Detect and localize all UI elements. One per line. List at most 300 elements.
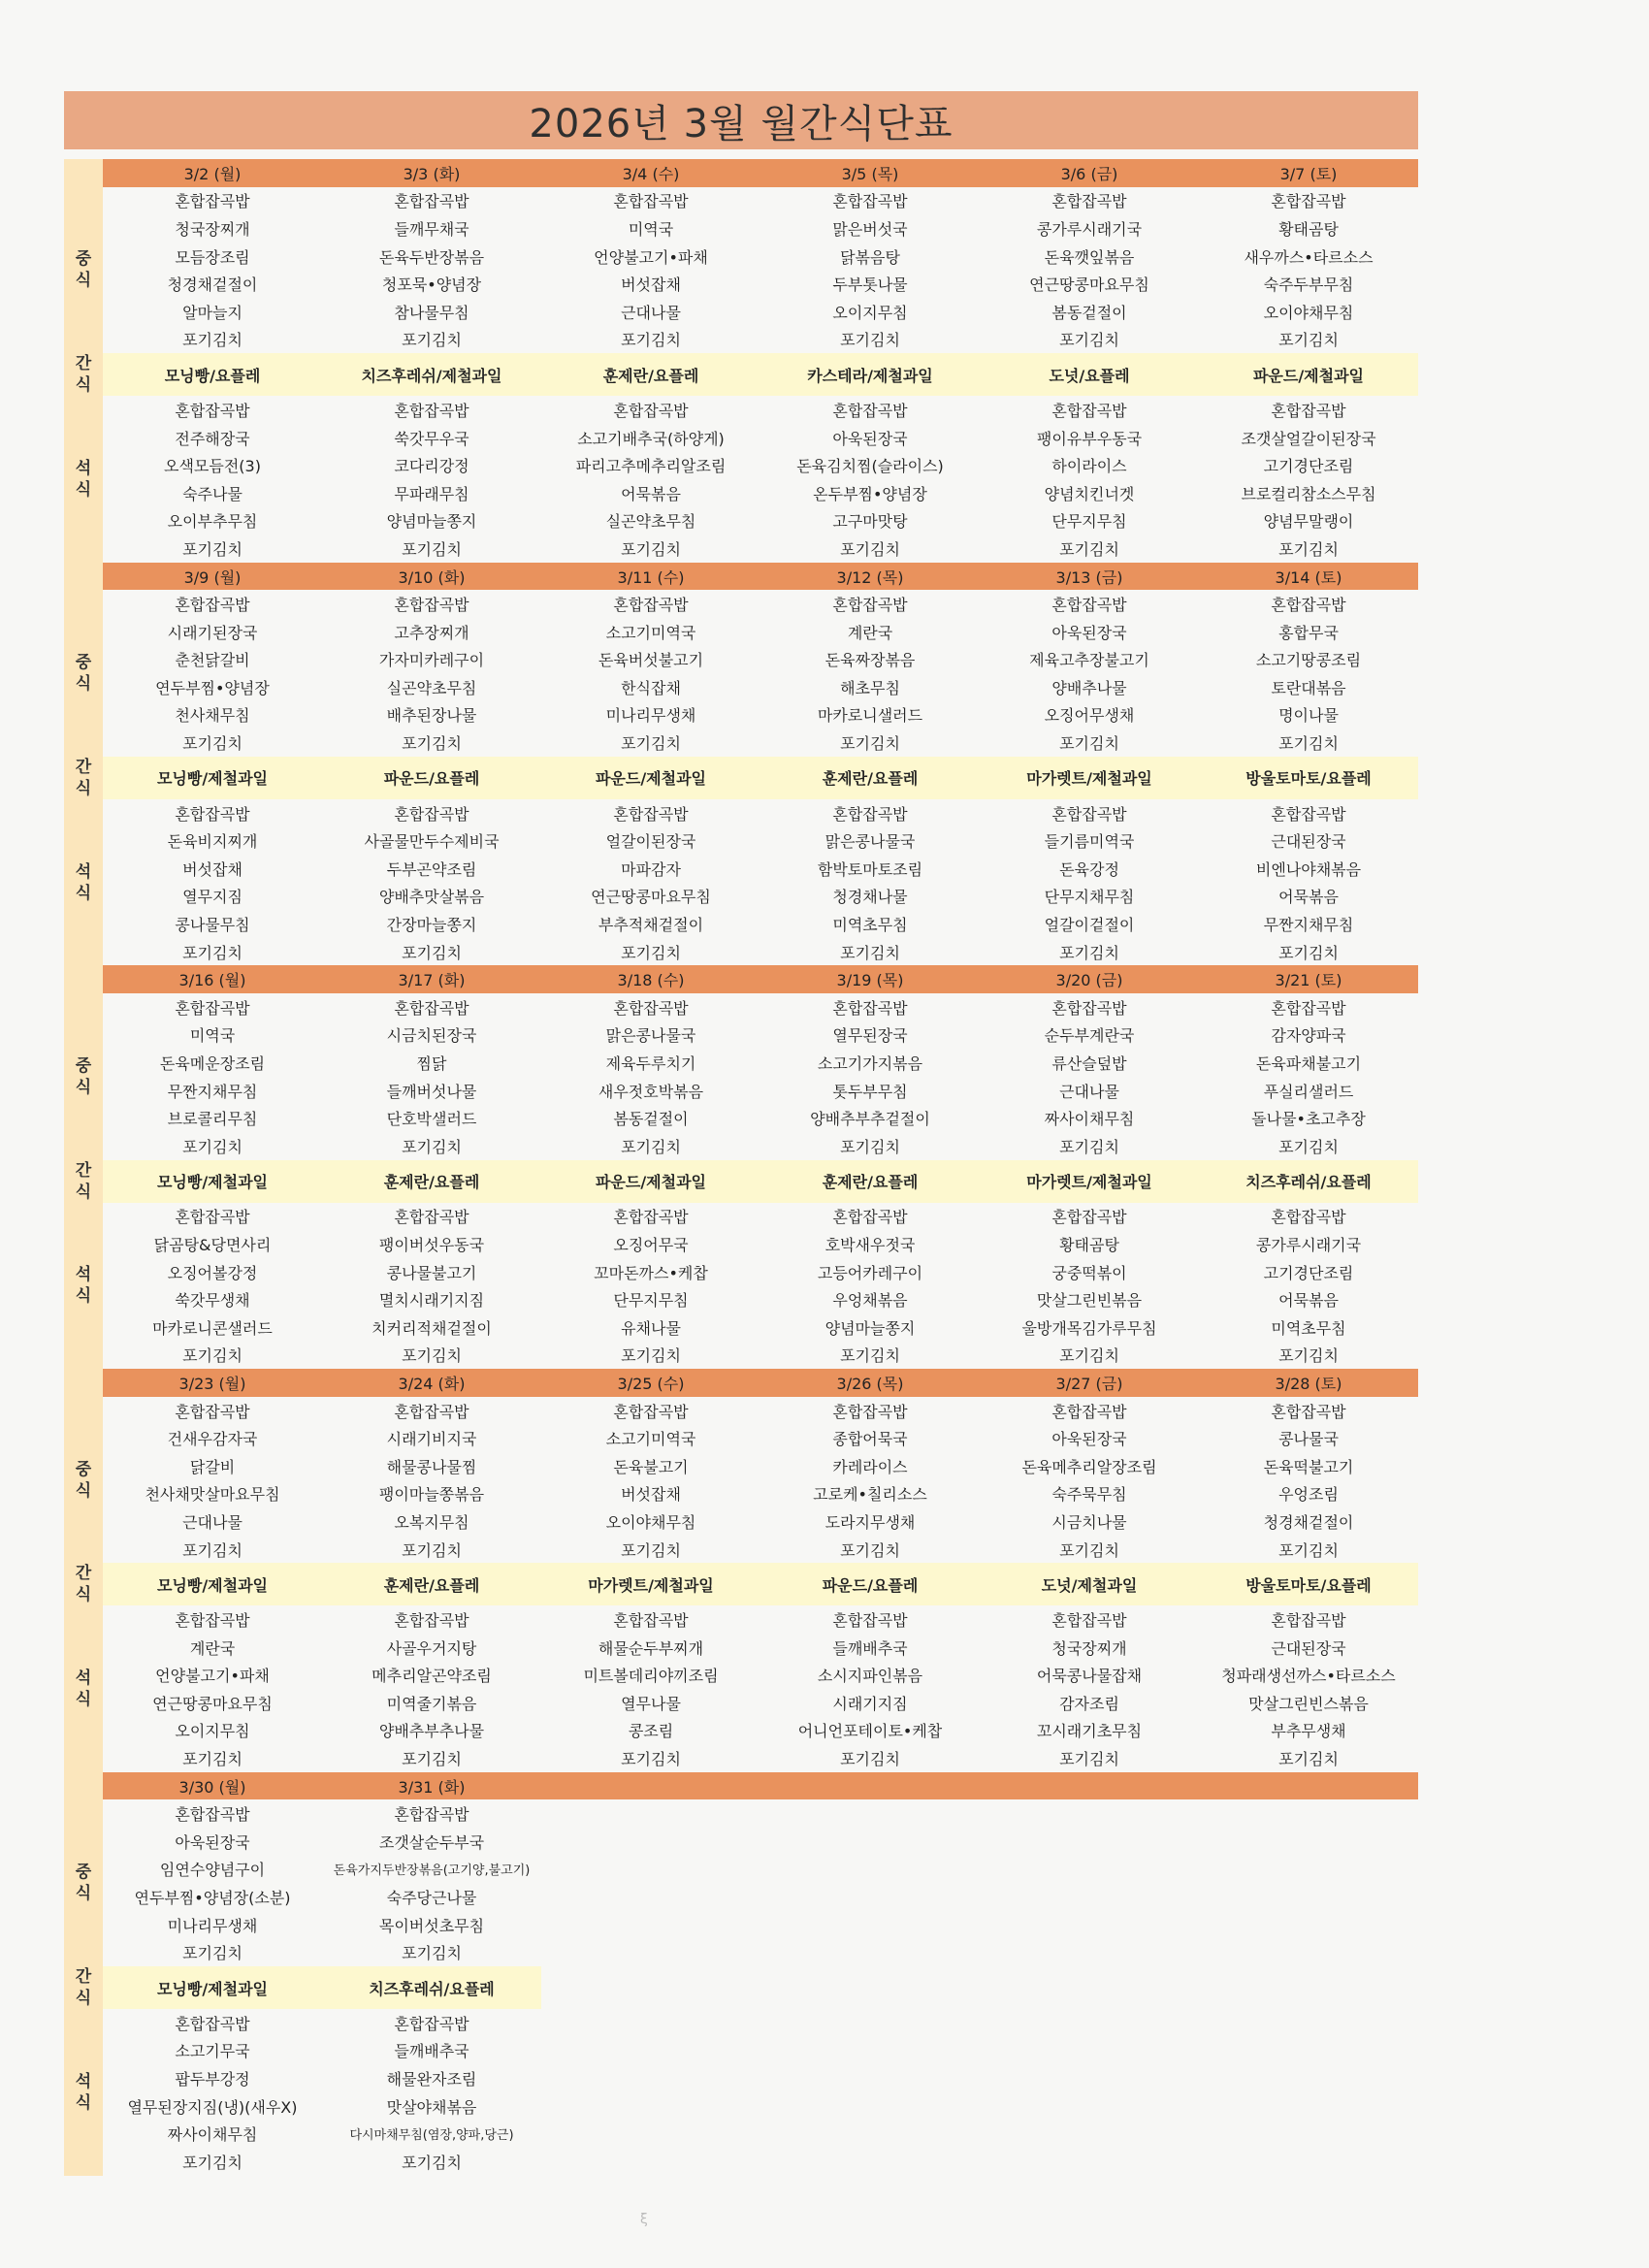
menu-item: 포기김치 [402, 1944, 462, 1963]
menu-item [980, 2064, 1199, 2092]
menu-item: 혼합잡곡밥 [1271, 1402, 1346, 1421]
menu-item: 건새우감자국 [167, 1430, 258, 1449]
menu-item: 열무지짐 [182, 888, 242, 907]
date-header [541, 1772, 760, 1800]
meal-label-text: 간 식 [75, 1160, 92, 1202]
menu-item: 유채나물 [621, 1318, 681, 1338]
lunch-row [64, 1077, 1418, 1105]
date-header: 3/26 (목) [760, 1369, 980, 1397]
menu-item: 꼬마돈까스•케찹 [594, 1263, 708, 1282]
menu-item: 포기김치 [182, 1540, 242, 1560]
menu-item: 혼합잡곡밥 [1271, 1208, 1346, 1227]
menu-item: 어묵볶음 [621, 484, 681, 503]
menu-item [760, 1856, 980, 1884]
menu-item: 짜사이채무침 [1044, 1110, 1135, 1129]
dinner-row [64, 451, 1418, 479]
menu-item [541, 2092, 760, 2121]
menu-item: 혼합잡곡밥 [832, 401, 908, 420]
menu-item: 오이부추무침 [167, 512, 258, 532]
menu-item: 춘천닭갈비 [175, 651, 250, 670]
menu-item: 포기김치 [621, 1346, 681, 1366]
menu-item [980, 1883, 1199, 1911]
menu-item: 콩나물무침 [175, 916, 250, 935]
date-header: 3/24 (화) [322, 1369, 541, 1397]
menu-item: 소고기무국 [175, 2042, 250, 2061]
snack-item: 치즈후레쉬/요플레 [1199, 1160, 1418, 1203]
menu-item: 궁중떡볶이 [1051, 1263, 1127, 1282]
menu-item: 간장마늘쫑지 [386, 916, 477, 935]
menu-item: 돈육버섯불고기 [598, 651, 704, 670]
menu-item: 혼합잡곡밥 [394, 1402, 469, 1421]
menu-item: 포기김치 [621, 943, 681, 962]
menu-item [1199, 1799, 1418, 1828]
menu-item: 마파감자 [621, 859, 681, 879]
menu-item: 미나리무생채 [167, 1916, 258, 1935]
snack-row [64, 1966, 1418, 2009]
menu-item: 혼합잡곡밥 [394, 998, 469, 1018]
menu-item: 혼합잡곡밥 [613, 401, 689, 420]
menu-item: 전주해장국 [175, 429, 250, 448]
menu-item: 들기름미역국 [1044, 832, 1135, 852]
menu-item: 닭곰탕&당면사리 [153, 1235, 272, 1254]
dinner-row [64, 1313, 1418, 1342]
menu-item: 알마늘지 [182, 303, 242, 322]
menu-item: 아욱된장국 [832, 429, 908, 448]
snack-item: 카스테라/제철과일 [760, 353, 980, 396]
menu-item [541, 1799, 760, 1828]
menu-item: 포기김치 [182, 1750, 242, 1769]
menu-item: 포기김치 [840, 1750, 900, 1769]
menu-item: 콩나물국 [1278, 1430, 1339, 1449]
menu-item: 맛살그린빈스볶음 [1248, 1694, 1369, 1713]
snack-item [1199, 1966, 1418, 2009]
menu-item: 돈육파채불고기 [1255, 1054, 1362, 1074]
dinner-label [64, 1203, 103, 1370]
dinner-row [64, 1285, 1418, 1313]
meal-schedule-table [64, 159, 1418, 2176]
menu-item: 포기김치 [402, 331, 462, 350]
meal-label-text: 중 식 [75, 249, 92, 291]
menu-item: 혼합잡곡밥 [1271, 1611, 1346, 1631]
menu-item: 혼합잡곡밥 [175, 192, 250, 211]
meal-label-text: 중 식 [75, 1459, 92, 1501]
menu-item [760, 2148, 980, 2176]
menu-item: 맛살야채볶음 [386, 2097, 477, 2117]
snack-item: 치즈후레쉬/제철과일 [322, 353, 541, 396]
menu-item: 혼합잡곡밥 [394, 2014, 469, 2033]
menu-item: 새우젓호박볶음 [598, 1082, 704, 1101]
menu-item: 종합어묵국 [832, 1430, 908, 1449]
menu-item: 돈육짜장볶음 [824, 651, 916, 670]
menu-item: 울방개목김가루무침 [1021, 1318, 1157, 1338]
menu-item: 팽이마늘쫑볶음 [378, 1485, 485, 1505]
date-header: 3/25 (수) [541, 1369, 760, 1397]
date-header [760, 1772, 980, 1800]
menu-item: 조갯살순두부국 [378, 1832, 485, 1852]
menu-item: 계란국 [847, 623, 893, 642]
snack-item: 모닝빵/제철과일 [103, 757, 322, 799]
menu-item [1199, 2148, 1418, 2176]
menu-item: 근대나물 [1059, 1082, 1119, 1101]
menu-item: 어묵볶음 [1278, 888, 1339, 907]
menu-item [760, 2009, 980, 2037]
menu-item: 무파래무침 [394, 484, 469, 503]
menu-item: 포기김치 [621, 1540, 681, 1560]
menu-item: 포기김치 [840, 734, 900, 754]
menu-item: 혼합잡곡밥 [613, 804, 689, 824]
menu-item: 버섯잡채 [621, 1485, 681, 1505]
dinner-row [64, 1605, 1418, 1634]
menu-item: 혼합잡곡밥 [394, 1208, 469, 1227]
snack-item: 파운드/요플레 [760, 1563, 980, 1605]
menu-item: 포기김치 [621, 539, 681, 559]
dinner-row [64, 479, 1418, 507]
menu-item: 혼합잡곡밥 [394, 596, 469, 615]
menu-item: 양배추맛살볶음 [378, 888, 485, 907]
menu-item [541, 1828, 760, 1856]
menu-item: 푸실리샐러드 [1263, 1082, 1354, 1101]
menu-item: 배추된장나물 [386, 706, 477, 726]
menu-item: 닭볶음탕 [840, 247, 900, 267]
menu-item: 소고기미역국 [605, 623, 696, 642]
date-row [64, 965, 1418, 993]
menu-item: 실곤약초무침 [605, 512, 696, 532]
menu-item: 천사채무침 [175, 706, 250, 726]
date-header: 3/19 (목) [760, 965, 980, 993]
menu-item: 콩가루시래기국 [1255, 1235, 1362, 1254]
footer-mark: ξ [640, 2212, 648, 2227]
date-row [64, 159, 1418, 187]
snack-item: 훈제란/요플레 [322, 1160, 541, 1203]
menu-item: 포기김치 [1278, 331, 1339, 350]
menu-item [541, 1856, 760, 1884]
meal-label-text: 간 식 [75, 1564, 92, 1605]
menu-item: 혼합잡곡밥 [1051, 998, 1127, 1018]
menu-item: 포기김치 [182, 734, 242, 754]
menu-item: 근대된장국 [1271, 1638, 1346, 1658]
date-header: 3/28 (토) [1199, 1369, 1418, 1397]
lunch-row [64, 1507, 1418, 1536]
lunch-label [64, 1397, 103, 1564]
menu-item: 우엉조림 [1278, 1485, 1339, 1505]
meal-label-text: 석 식 [75, 1669, 92, 1710]
date-header: 3/17 (화) [322, 965, 541, 993]
menu-item: 토란대볶음 [1271, 678, 1346, 697]
menu-item: 혼합잡곡밥 [1271, 998, 1346, 1018]
lunch-row [64, 1104, 1418, 1132]
menu-item: 단무지무침 [1051, 512, 1127, 532]
date-header: 3/12 (목) [760, 563, 980, 591]
dinner-row [64, 826, 1418, 855]
menu-item: 두부곤약조림 [386, 859, 477, 879]
lunch-row [64, 1911, 1418, 1939]
dinner-label [64, 396, 103, 563]
menu-item: 혼합잡곡밥 [832, 1208, 908, 1227]
menu-item: 돈육강정 [1059, 859, 1119, 879]
lunch-row [64, 701, 1418, 729]
lunch-row [64, 1132, 1418, 1160]
menu-item [1199, 2064, 1418, 2092]
menu-item: 소고기땅콩조림 [1255, 651, 1362, 670]
date-header: 3/16 (월) [103, 965, 322, 993]
menu-item: 메추리알곤약조림 [372, 1667, 492, 1686]
lunch-row [64, 1938, 1418, 1966]
snack-item: 방울토마토/요플레 [1199, 1563, 1418, 1605]
menu-item: 어묵볶음 [1278, 1291, 1339, 1311]
menu-item: 연근땅콩마요무침 [591, 888, 711, 907]
meal-label-text: 석 식 [75, 2071, 92, 2113]
menu-item: 청경채겉절이 [167, 275, 258, 295]
menu-item: 아욱된장국 [1051, 1430, 1127, 1449]
snack-label [64, 1966, 103, 2009]
menu-item: 포기김치 [182, 1944, 242, 1963]
menu-item: 포기김치 [621, 1750, 681, 1769]
snack-label [64, 353, 103, 396]
menu-item: 호박새우젓국 [824, 1235, 916, 1254]
menu-item: 포기김치 [182, 943, 242, 962]
menu-item: 혼합잡곡밥 [1051, 1208, 1127, 1227]
menu-item: 열무나물 [621, 1694, 681, 1713]
dinner-row [64, 1689, 1418, 1717]
menu-item: 혼합잡곡밥 [175, 1611, 250, 1631]
menu-item [980, 2009, 1199, 2037]
snack-row [64, 1160, 1418, 1203]
menu-item: 팽이유부우동국 [1036, 429, 1143, 448]
date-header: 3/31 (화) [322, 1772, 541, 1800]
menu-item: 쑥갓무생채 [175, 1291, 250, 1311]
menu-item: 포기김치 [1278, 1137, 1339, 1156]
menu-item: 고로케•칠리소스 [813, 1485, 927, 1505]
menu-item [541, 2009, 760, 2037]
meal-label-text: 간 식 [75, 757, 92, 798]
menu-item: 계란국 [189, 1638, 236, 1658]
menu-item: 양념치킨너겟 [1044, 484, 1135, 503]
dinner-row [64, 1634, 1418, 1662]
menu-item: 브로콜리무침 [167, 1110, 258, 1129]
menu-item: 양배추나물 [1051, 678, 1127, 697]
menu-item: 닭갈비 [189, 1457, 236, 1476]
menu-item [541, 1911, 760, 1939]
snack-row [64, 353, 1418, 396]
lunch-row [64, 326, 1418, 354]
menu-item: 돈육메추리알장조림 [1021, 1457, 1157, 1476]
snack-item: 방울토마토/요플레 [1199, 757, 1418, 799]
menu-item: 혼합잡곡밥 [175, 1402, 250, 1421]
menu-item [1199, 2092, 1418, 2121]
lunch-row [64, 1021, 1418, 1050]
menu-item: 한식잡채 [621, 678, 681, 697]
menu-item: 오이야채무침 [605, 1512, 696, 1532]
menu-item: 포기김치 [1059, 1346, 1119, 1366]
menu-item [541, 2037, 760, 2065]
dinner-row [64, 2148, 1418, 2176]
menu-item: 팝두부강정 [175, 2070, 250, 2090]
menu-item: 오이지무침 [832, 303, 908, 322]
menu-item: 혼합잡곡밥 [832, 804, 908, 824]
menu-item: 도라지무생채 [824, 1512, 916, 1532]
menu-item: 쑥갓무우국 [394, 429, 469, 448]
date-header: 3/7 (토) [1199, 159, 1418, 187]
menu-item: 양념마늘쫑지 [386, 512, 477, 532]
date-header: 3/27 (금) [980, 1369, 1199, 1397]
date-row-spacer [64, 159, 103, 187]
lunch-row [64, 646, 1418, 674]
meal-label-text: 석 식 [75, 861, 92, 903]
menu-item: 혼합잡곡밥 [832, 596, 908, 615]
menu-item [980, 2037, 1199, 2065]
menu-item: 돈육메운장조림 [159, 1054, 266, 1074]
lunch-row [64, 1452, 1418, 1480]
menu-item: 무짠지채무침 [1263, 916, 1354, 935]
meal-label-text: 중 식 [75, 1863, 92, 1904]
meal-label-text: 석 식 [75, 1265, 92, 1307]
dinner-row [64, 855, 1418, 883]
menu-item: 마카로니콘샐러드 [152, 1318, 273, 1338]
menu-item: 시래기비지국 [386, 1430, 477, 1449]
date-header: 3/20 (금) [980, 965, 1199, 993]
menu-item: 혼합잡곡밥 [832, 1402, 908, 1421]
menu-item: 청국장찌개 [1051, 1638, 1127, 1658]
menu-item: 짜사이채무침 [167, 2125, 258, 2145]
menu-item: 혼합잡곡밥 [1271, 192, 1346, 211]
menu-item [541, 2148, 760, 2176]
menu-item: 혼합잡곡밥 [394, 804, 469, 824]
menu-item: 마카로니샐러드 [817, 706, 923, 726]
snack-item: 마가렛트/제철과일 [541, 1563, 760, 1605]
meal-label-text: 간 식 [75, 1967, 92, 2009]
date-header: 3/4 (수) [541, 159, 760, 187]
menu-item: 소시지파인볶음 [817, 1667, 923, 1686]
menu-item: 봄동겉절이 [613, 1110, 689, 1129]
snack-item: 모닝빵/제철과일 [103, 1160, 322, 1203]
menu-item [760, 2092, 980, 2121]
menu-item: 들깨배추국 [832, 1638, 908, 1658]
meal-label-text: 간 식 [75, 354, 92, 396]
meal-label-text: 중 식 [75, 653, 92, 695]
date-row-spacer [64, 563, 103, 591]
menu-item: 혼합잡곡밥 [832, 1611, 908, 1631]
dinner-row [64, 1662, 1418, 1690]
dinner-label [64, 799, 103, 966]
menu-item: 함박토마토조림 [817, 859, 923, 879]
menu-item: 숙주당근나물 [386, 1889, 477, 1908]
menu-item: 혼합잡곡밥 [613, 998, 689, 1018]
menu-item: 오색모듬전(3) [164, 457, 261, 476]
menu-item: 혼합잡곡밥 [1051, 1611, 1127, 1631]
lunch-row [64, 1397, 1418, 1425]
menu-item: 포기김치 [621, 734, 681, 754]
meal-label-text: 중 식 [75, 1055, 92, 1097]
date-header: 3/18 (수) [541, 965, 760, 993]
snack-item: 모닝빵/요플레 [103, 353, 322, 396]
menu-item: 황태곰탕 [1059, 1235, 1119, 1254]
menu-item: 근대나물 [621, 303, 681, 322]
snack-item: 모닝빵/제철과일 [103, 1563, 322, 1605]
dinner-row [64, 1203, 1418, 1231]
menu-item: 연근땅콩마요무침 [152, 1694, 273, 1713]
dinner-row [64, 1258, 1418, 1286]
menu-item: 참나물무침 [394, 303, 469, 322]
dinner-row [64, 396, 1418, 424]
lunch-row [64, 1856, 1418, 1884]
menu-item: 포기김치 [402, 2153, 462, 2172]
menu-item: 시금치된장국 [386, 1026, 477, 1046]
menu-item: 고구마맛탕 [832, 512, 908, 532]
menu-item [541, 2120, 760, 2148]
menu-item: 목이버섯초무침 [378, 1916, 485, 1935]
menu-item: 미역국 [628, 219, 674, 239]
menu-item: 포기김치 [1278, 539, 1339, 559]
menu-item: 혼합잡곡밥 [394, 1805, 469, 1825]
menu-item: 온두부찜•양념장 [813, 484, 927, 503]
date-header: 3/21 (토) [1199, 965, 1418, 993]
menu-item: 제육고추장불고기 [1029, 651, 1149, 670]
menu-item [980, 1911, 1199, 1939]
lunch-row [64, 1799, 1418, 1828]
lunch-row [64, 298, 1418, 326]
menu-item: 새우까스•타르소스 [1244, 247, 1374, 267]
menu-item: 혼합잡곡밥 [1051, 1402, 1127, 1421]
menu-item: 돈육가지두반장볶음(고기양,불고기) [333, 1863, 531, 1879]
menu-item: 오이지무침 [175, 1722, 250, 1741]
menu-item: 혼합잡곡밥 [613, 1611, 689, 1631]
menu-item: 어묵콩나물잡채 [1036, 1667, 1143, 1686]
snack-item: 도넛/제철과일 [980, 1563, 1199, 1605]
menu-item: 포기김치 [1278, 1540, 1339, 1560]
menu-item: 단무지채무침 [1044, 888, 1135, 907]
menu-item: 포기김치 [1059, 1750, 1119, 1769]
menu-item: 류산슬덮밥 [1051, 1054, 1127, 1074]
menu-item: 해초무침 [840, 678, 900, 697]
snack-item: 파운드/제철과일 [541, 1160, 760, 1203]
menu-item: 혼합잡곡밥 [175, 2014, 250, 2033]
snack-row [64, 757, 1418, 799]
menu-item: 숙주묵무침 [1051, 1485, 1127, 1505]
menu-item: 돌나물•초고추장 [1251, 1110, 1366, 1129]
menu-item: 포기김치 [1059, 1137, 1119, 1156]
menu-item: 돈육깻잎볶음 [1044, 247, 1135, 267]
menu-item: 콩가루시래기국 [1036, 219, 1143, 239]
menu-item: 포기김치 [840, 331, 900, 350]
menu-item [980, 1938, 1199, 1966]
menu-item [541, 2064, 760, 2092]
menu-item: 혼합잡곡밥 [394, 401, 469, 420]
date-row-spacer [64, 1369, 103, 1397]
snack-item [541, 1966, 760, 2009]
menu-item: 혼합잡곡밥 [832, 998, 908, 1018]
menu-item: 팽이버섯우동국 [378, 1235, 485, 1254]
menu-item: 홍합무국 [1278, 623, 1339, 642]
menu-item: 맑은콩나물국 [605, 1026, 696, 1046]
lunch-label [64, 993, 103, 1160]
lunch-row [64, 243, 1418, 271]
menu-item: 버섯잡채 [621, 275, 681, 295]
menu-item: 언양불고기•파채 [594, 247, 708, 267]
menu-item: 혼합잡곡밥 [175, 401, 250, 420]
lunch-row [64, 993, 1418, 1021]
menu-item: 맑은버섯국 [832, 219, 908, 239]
menu-item: 우엉채볶음 [832, 1291, 908, 1311]
snack-item: 훈제란/요플레 [322, 1563, 541, 1605]
menu-item: 청경채나물 [832, 888, 908, 907]
menu-item: 연두부찜•양념장(소분) [134, 1889, 291, 1908]
menu-item: 콩나물불고기 [386, 1263, 477, 1282]
menu-item: 사골물만두수제비국 [364, 832, 500, 852]
menu-item: 포기김치 [402, 1346, 462, 1366]
lunch-row [64, 673, 1418, 701]
menu-item: 혼합잡곡밥 [1271, 804, 1346, 824]
dinner-row [64, 1717, 1418, 1745]
